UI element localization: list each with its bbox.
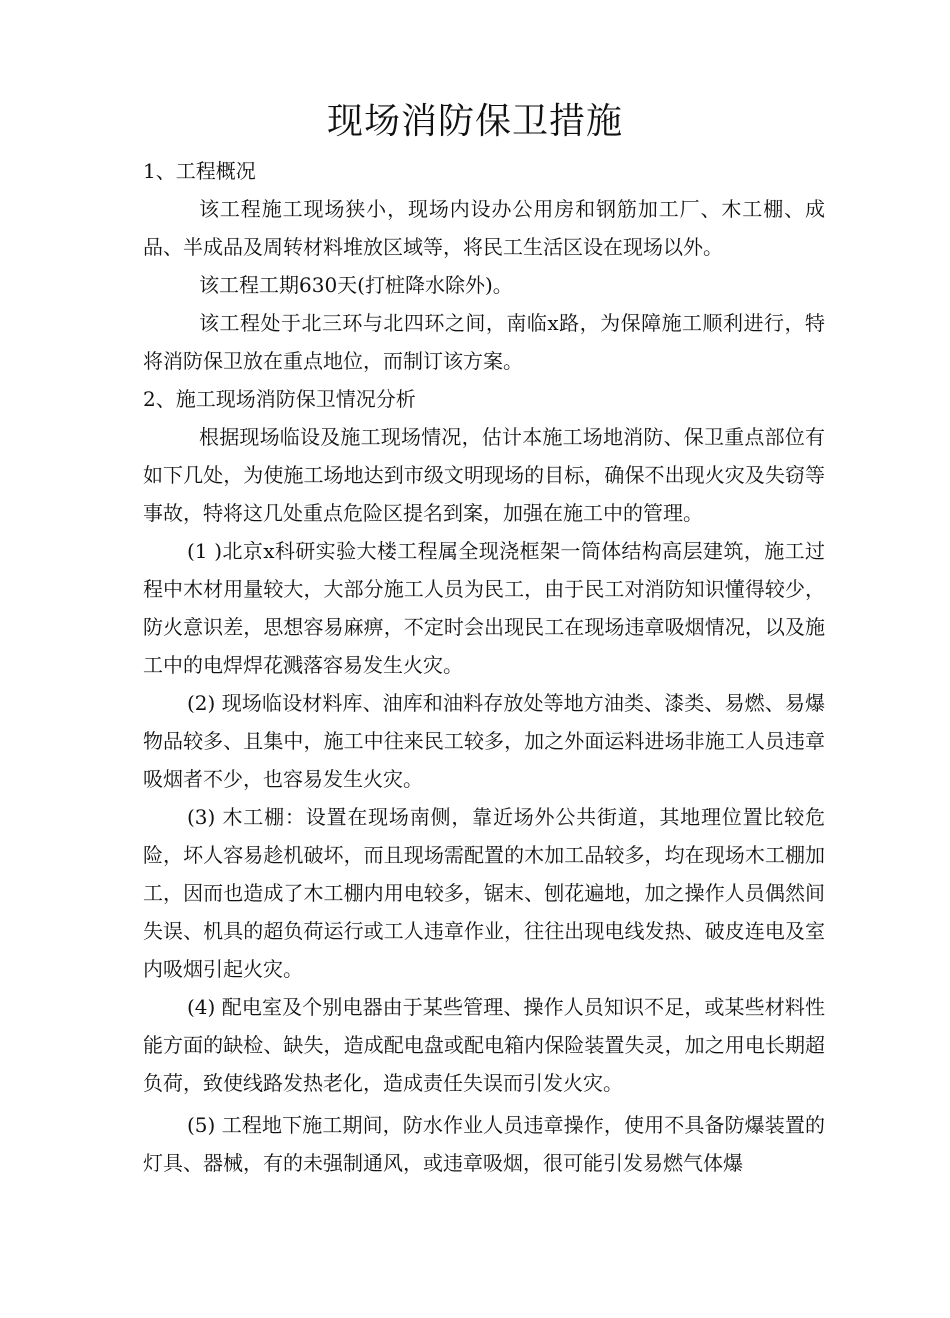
list-item: (3) 木工棚：设置在现场南侧，靠近场外公共街道，其地理位置比较危险，坏人容易趁机破坏，而且现场需配置的木加工品较多，均在现场木工棚加工，因而也造成了木工棚内用电较多，锯末、刨花遍地，加之操作人员偶然间失误、机具的超负荷运行或工人违章作业，往往出现电线发热、破皮连电及室内吸烟引起火灾。 — [143, 805, 825, 981]
paragraph: 该工程施工现场狭小，现场内设办公用房和钢筋加工厂、木工棚、成品、半成品及周转材料堆放区域等，将民工生活区设在现场以外。 — [143, 197, 825, 259]
list-item: (4) 配电室及个别电器由于某些管理、操作人员知识不足，或某些材料性能方面的缺检、缺失，造成配电盘或配电箱内保险装置失灵，加之用电长期超负荷，致使线路发热老化，造成责任失误而引发火灾。 — [143, 995, 825, 1095]
paragraph: 根据现场临设及施工现场情况，估计本施工场地消防、保卫重点部位有如下几处，为使施工场地达到市级文明现场的目标，确保不出现火灾及失窃等事故，特将这几处重点危险区提名到案，加强在施工中的管理。 — [143, 425, 825, 525]
list-item: (5) 工程地下施工期间，防水作业人员违章操作，使用不具备防爆装置的灯具、器械，有的未强制通风，或违章吸烟，很可能引发易燃气体爆 — [143, 1113, 825, 1175]
section-heading: 2、施工现场消防保卫情况分析 — [143, 387, 416, 411]
paragraph: 该工程工期630天(打桩降水除外)。 — [199, 273, 513, 297]
paragraph: 该工程处于北三环与北四环之间，南临x路，为保障施工顺利进行，特将消防保卫放在重点地位，而制订该方案。 — [143, 311, 825, 373]
list-item: (2) 现场临设材料库、油库和油料存放处等地方油类、漆类、易燃、易爆物品较多、且集中，施工中往来民工较多，加之外面运料进场非施工人员违章吸烟者不少，也容易发生火灾。 — [143, 691, 825, 791]
list-item: (1 )北京x科研实验大楼工程属全现浇框架一筒体结构高层建筑，施工过程中木材用量较大，大部分施工人员为民工，由于民工对消防知识懂得较少，防火意识差，思想容易麻痹，不定时会出现民工在现场违章吸烟情况，以及施工中的电焊焊花溅落容易发生火灾。 — [143, 539, 825, 677]
section-heading: 1、工程概况 — [143, 159, 256, 183]
page-title: 现场消防保卫措施 — [326, 101, 623, 142]
document-body — [143, 152, 825, 1182]
